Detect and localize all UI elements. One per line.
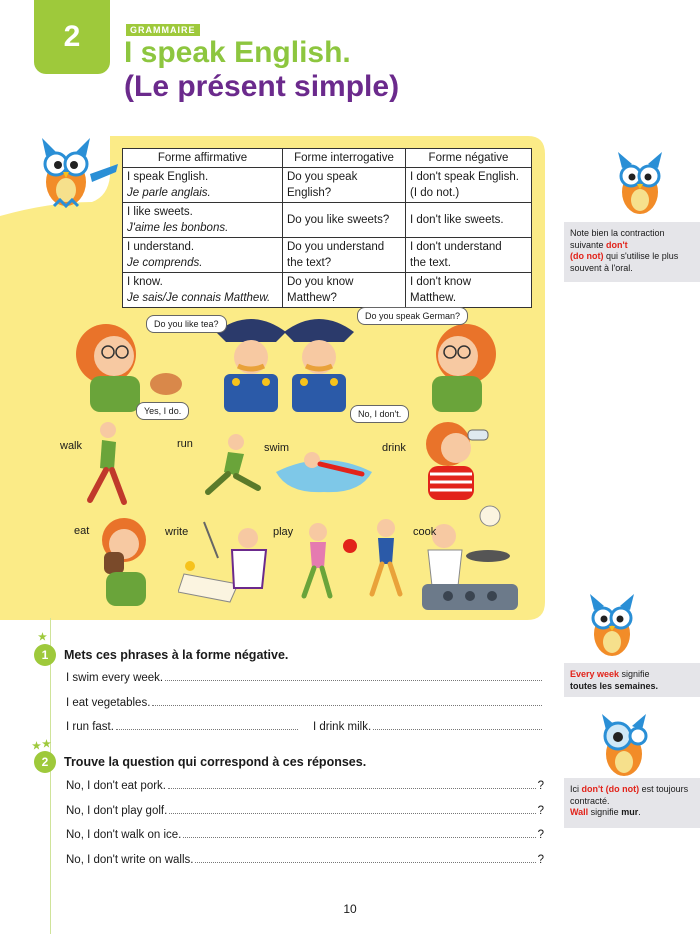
note-text: qui s'utilise le plus souvent à l'oral. xyxy=(570,251,679,273)
exercise-prompt: No, I don't walk on ice. xyxy=(66,829,182,841)
chapter-number-tab: 2 xyxy=(34,0,110,74)
affirmative-cell: I understand. xyxy=(127,241,195,253)
speech-bubble: Do you like tea? xyxy=(146,315,227,333)
drink-illustration xyxy=(418,418,500,502)
exercise-prompt: I eat vegetables. xyxy=(66,697,151,709)
interrogative-cell: Do you understand xyxy=(287,241,385,253)
exercise-2-header xyxy=(32,739,367,773)
verb-label: play xyxy=(273,526,294,538)
answer-line[interactable] xyxy=(66,672,544,684)
exercise-1-header xyxy=(34,632,289,666)
note-highlight: Wall xyxy=(570,807,589,817)
negative-cell: I don't understand xyxy=(410,241,502,253)
answer-blank[interactable] xyxy=(183,829,535,838)
note-text: signifie xyxy=(619,669,650,679)
exercise-prompt: I drink milk. xyxy=(313,721,372,733)
table-row xyxy=(123,238,532,273)
answer-blank[interactable] xyxy=(152,697,542,706)
verb-label: drink xyxy=(382,442,406,454)
note-text: est toujours contracté. xyxy=(570,784,689,806)
page-number: 10 xyxy=(343,902,357,916)
star-icon: ★ xyxy=(38,632,47,643)
exercise-instruction: Mets ces phrases à la forme négative. xyxy=(64,648,289,662)
header-affirmative: Forme affirmative xyxy=(123,149,283,168)
note-bold: toutes les semaines. xyxy=(570,680,659,691)
answer-line[interactable] xyxy=(313,721,544,733)
grammar-table xyxy=(122,148,532,308)
note-text: . xyxy=(638,807,641,817)
negative-cell: Matthew. xyxy=(410,292,457,304)
section-label: GRAMMAIRE xyxy=(126,24,200,36)
speech-bubble: Do you speak German? xyxy=(357,307,468,325)
interrogative-cell: the text? xyxy=(287,257,332,269)
cook-illustration xyxy=(418,500,522,612)
verb-label: write xyxy=(165,526,189,538)
exercise-prompt: No, I don't write on walls. xyxy=(66,854,194,866)
header-negative: Forme négative xyxy=(406,149,532,168)
exercise-instruction: Trouve la question qui correspond à ces réponses. xyxy=(64,755,367,769)
verb-label: walk xyxy=(60,440,83,452)
negative-cell: I don't like sweets. xyxy=(410,214,504,226)
play-illustration xyxy=(294,512,412,604)
interrogative-cell: English? xyxy=(287,187,332,199)
verb-label: run xyxy=(177,438,193,450)
star-icon: ★ xyxy=(32,741,41,752)
header-interrogative: Forme interrogative xyxy=(283,149,406,168)
note-text: Ici xyxy=(570,784,582,794)
note-text: Note bien la contraction suivante xyxy=(570,228,665,250)
speech-bubble: Yes, I do. xyxy=(136,402,189,420)
affirmative-cell: I speak English. xyxy=(127,171,209,183)
affirmative-cell: I like sweets. xyxy=(127,206,193,218)
run-illustration xyxy=(198,432,268,500)
page-subtitle: (Le présent simple) xyxy=(124,70,400,103)
write-illustration xyxy=(178,508,276,604)
negative-cell: I don't speak English. xyxy=(410,171,519,183)
answer-blank[interactable] xyxy=(195,854,535,863)
verb-label: eat xyxy=(74,525,90,537)
verb-label: cook xyxy=(413,526,437,538)
exercise-prompt: No, I don't play golf. xyxy=(66,805,168,817)
note-highlight: don't xyxy=(606,239,628,250)
affirmative-cell: I know. xyxy=(127,276,163,288)
translation-cell: Je parle anglais. xyxy=(127,187,211,199)
answer-line[interactable] xyxy=(66,854,544,866)
question-mark: ? xyxy=(537,805,544,817)
star-icon: ★ xyxy=(42,739,51,750)
exercise-prompt: I swim every week. xyxy=(66,672,164,684)
answer-line[interactable] xyxy=(66,780,544,792)
answer-blank[interactable] xyxy=(373,721,542,730)
answer-line[interactable] xyxy=(66,805,544,817)
interrogative-cell: Do you know xyxy=(287,276,354,288)
owl-mascot-icon xyxy=(580,592,644,662)
answer-blank[interactable] xyxy=(116,721,298,730)
eat-illustration xyxy=(86,512,160,606)
interrogative-cell: Do you like sweets? xyxy=(287,214,390,226)
answer-blank[interactable] xyxy=(169,805,535,814)
answer-line[interactable] xyxy=(66,829,544,841)
note-highlight: don't (do not) xyxy=(581,784,640,794)
interrogative-cell: Do you speak xyxy=(287,171,358,183)
verb-label: swim xyxy=(264,442,290,454)
answer-line[interactable] xyxy=(66,697,544,709)
question-mark: ? xyxy=(537,780,544,792)
note-highlight: (do not) xyxy=(570,251,604,261)
exercise-number-badge: 1 xyxy=(34,644,56,666)
interrogative-cell: Matthew? xyxy=(287,292,337,304)
note-text: signifie xyxy=(588,807,622,817)
conversation-illustration xyxy=(66,312,506,412)
negative-cell: I don't know xyxy=(410,276,472,288)
side-note-contraction xyxy=(564,222,700,282)
translation-cell: Je sais/Je connais Matthew. xyxy=(127,292,271,304)
page-title: I speak English. xyxy=(124,36,351,69)
note-highlight: Every week xyxy=(570,669,620,679)
exercise-number-badge: 2 xyxy=(34,751,56,773)
walk-illustration xyxy=(72,420,136,506)
table-row xyxy=(123,168,532,203)
table-row xyxy=(123,273,532,308)
translation-cell: J'aime les bonbons. xyxy=(127,222,229,234)
question-mark: ? xyxy=(537,854,544,866)
answer-line[interactable] xyxy=(66,721,300,733)
note-bold: mur xyxy=(621,807,639,817)
side-note-wall xyxy=(564,778,700,828)
owl-mascot-icon xyxy=(608,150,670,222)
answer-blank[interactable] xyxy=(165,672,542,681)
table-row xyxy=(123,203,532,238)
negative-cell: (I do not.) xyxy=(410,187,460,199)
question-mark: ? xyxy=(537,829,544,841)
negative-cell: the text. xyxy=(410,257,451,269)
exercise-prompt: No, I don't eat pork. xyxy=(66,780,167,792)
translation-cell: Je comprends. xyxy=(127,257,203,269)
speech-bubble: No, I don't. xyxy=(350,405,409,423)
side-note-every-week xyxy=(564,663,700,697)
owl-mascot-icon xyxy=(32,134,122,214)
owl-magnifier-icon xyxy=(594,708,656,782)
exercise-prompt: I run fast. xyxy=(66,721,114,733)
answer-blank[interactable] xyxy=(168,780,536,789)
